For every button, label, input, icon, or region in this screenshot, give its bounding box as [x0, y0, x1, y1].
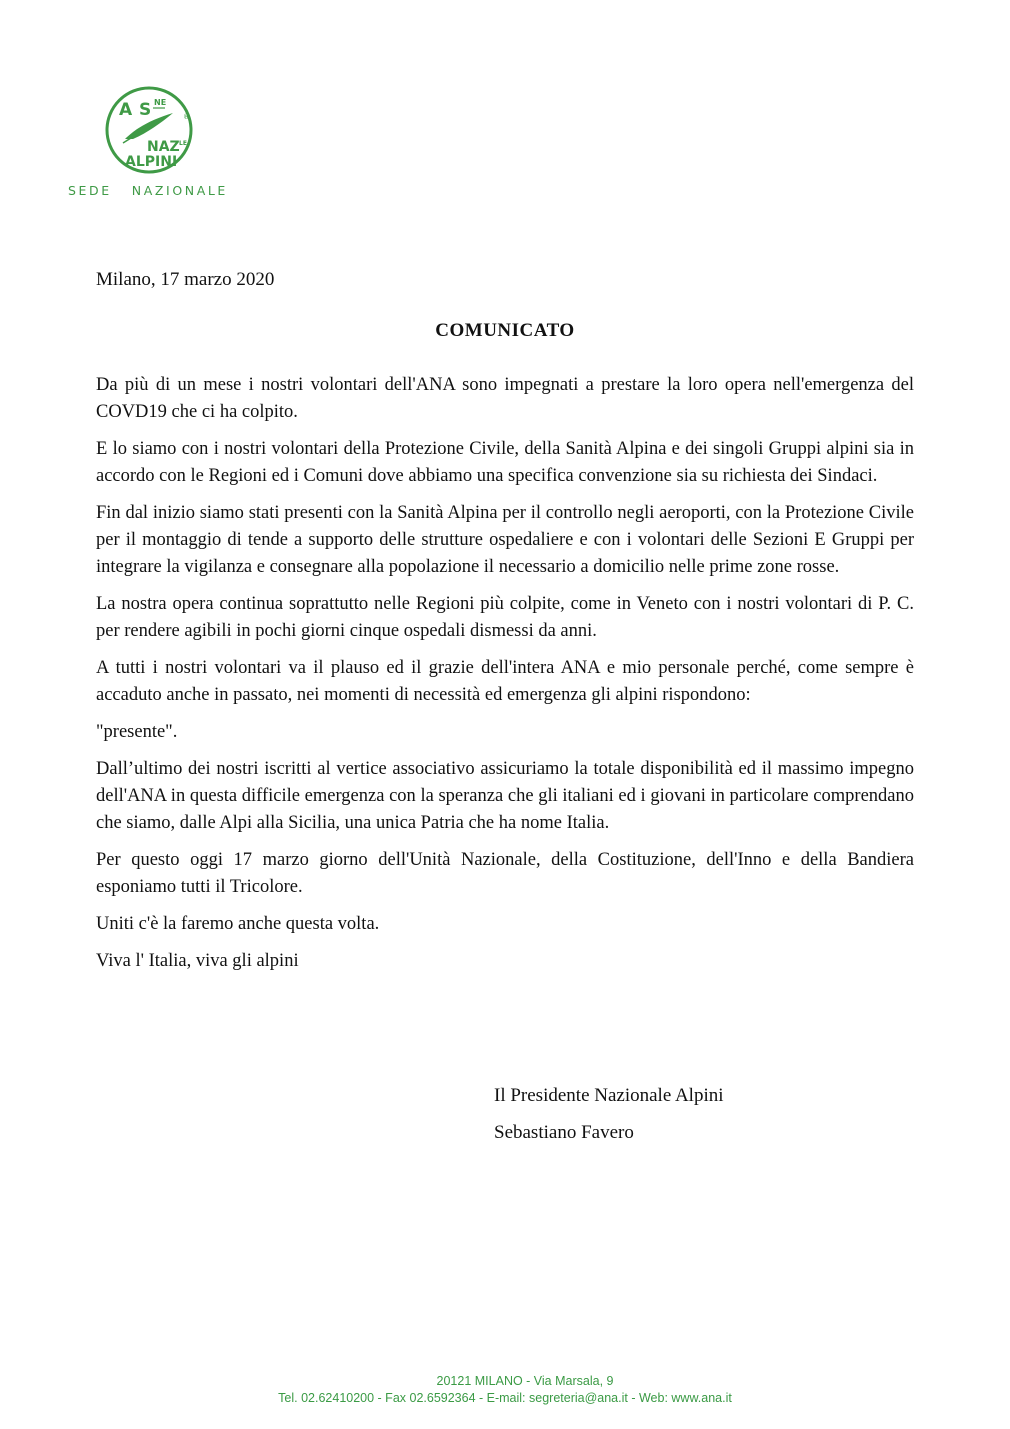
footer-contacts: Tel. 02.62410200 - Fax 02.6592364 - E-mail: segreteria@ana.it - Web: www.ana.it	[278, 1391, 732, 1405]
letter-title: COMUNICATO	[435, 320, 575, 341]
svg-text:ALPINI: ALPINI	[125, 154, 178, 170]
paragraph: Viva l' Italia, viva gli alpini	[96, 951, 299, 971]
signature-block	[494, 1077, 724, 1151]
svg-text:NAZ: NAZ	[147, 139, 180, 155]
sede-nazionale-label	[68, 183, 228, 198]
letter-body	[96, 372, 914, 985]
svg-text:LE: LE	[179, 140, 187, 147]
svg-text:S: S	[139, 100, 152, 120]
paragraph: La nostra opera continua soprattutto nelle Regioni più colpite, come in Veneto con i nostri volontari di P. C. per rendere agibili in pochi giorni cinque ospedali dismessi da anni.	[96, 594, 914, 641]
sede-word: SEDE	[68, 183, 112, 198]
paragraph: Uniti c'è la faremo anche questa volta.	[96, 914, 380, 934]
paragraph: "presente".	[96, 722, 178, 742]
letter-date: Milano, 17 marzo 2020	[96, 269, 275, 290]
paragraph: A tutti i nostri volontari va il plauso ed il grazie dell'intera ANA e mio personale perché, come sempre è accaduto anche in passato, nei momenti di necessità ed emergenza gli alpini rispondono:	[96, 658, 914, 705]
paragraph: Fin dal inizio siamo stati presenti con la Sanità Alpina per il controllo negli aeroporti, con la Protezione Civile per il montaggio di tende a supporto delle strutture ospedaliere e con i volontari delle Sezioni E Gruppi per integrare la vigilanza e consegnare alla popolazione il necessario a domicilio nelle prime zone rosse.	[96, 503, 914, 577]
svg-text:®: ®	[183, 113, 190, 121]
paragraph: Da più di un mese i nostri volontari dell'ANA sono impegnati a prestare la loro opera nell'emergenza del COVD19 che ci ha colpito.	[96, 375, 914, 422]
svg-text:A: A	[119, 100, 133, 120]
footer-address: 20121 MILANO - Via Marsala, 9	[436, 1374, 614, 1388]
paragraph: Per questo oggi 17 marzo giorno dell'Unità Nazionale, della Costituzione, dell'Inno e della Bandiera esponiamo tutti il Tricolore.	[96, 850, 914, 897]
letter-footer	[0, 1373, 1010, 1407]
paragraph: E lo siamo con i nostri volontari della Protezione Civile, della Sanità Alpina e dei singoli Gruppi alpini sia in accordo con le Regioni ed i Comuni dove abbiamo una specifica convenzione sia su richiesta dei Sindaci.	[96, 439, 914, 486]
svg-text:NE: NE	[154, 98, 167, 107]
paragraph: Dall’ultimo dei nostri iscritti al vertice associativo assicuriamo la totale disponibilità ed il massimo impegno dell'ANA in questa difficile emergenza con la speranza che gli italiani ed i giovani in particolare comprendano che siamo, dalle Alpi alla Sicilia, una unica Patria che ha nome Italia.	[96, 759, 914, 833]
nazionale-word: NAZIONALE	[131, 183, 228, 198]
signature-role: Il Presidente Nazionale Alpini	[494, 1085, 724, 1106]
ana-logo	[103, 83, 197, 177]
signature-name: Sebastiano Favero	[494, 1122, 634, 1143]
